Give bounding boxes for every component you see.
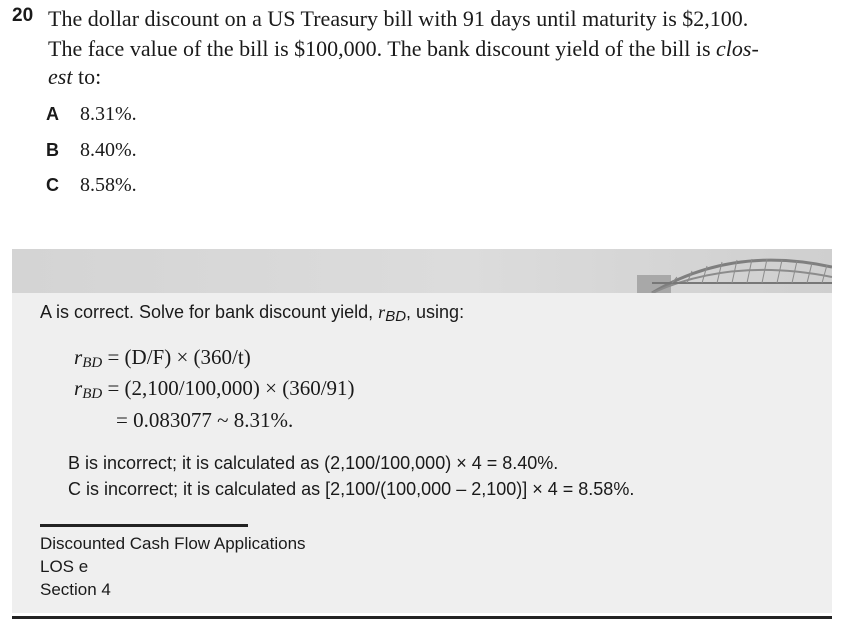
question-block: [0, 0, 842, 240]
question-line-2-italic: clos-: [716, 36, 759, 61]
equation-2-var: r: [74, 376, 83, 400]
option-b-text: 8.40%.: [80, 139, 137, 161]
option-b-letter: B: [46, 140, 59, 160]
question-line-3-italic: est: [48, 64, 73, 89]
option-a[interactable]: [46, 102, 137, 126]
option-b[interactable]: [46, 138, 137, 162]
bridge-illustration: [12, 249, 832, 293]
option-c[interactable]: [46, 173, 137, 197]
option-a-letter: A: [46, 104, 59, 124]
equation-3: = 0.083077 ~ 8.31%.: [116, 408, 294, 432]
equation-2-sub: BD: [82, 386, 103, 402]
question-line-2: [48, 36, 759, 62]
equation-1: [74, 345, 251, 372]
answer-intro-var: r: [378, 302, 386, 322]
equation-1-rhs: = (D/F) × (360/t): [102, 345, 251, 369]
question-number: 20: [12, 5, 34, 26]
explanation-b: B is incorrect; it is calculated as (2,100/100,000) × 4 = 8.40%.: [68, 453, 559, 473]
option-a-text: 8.31%.: [80, 103, 137, 125]
reference-divider: [40, 524, 248, 527]
equation-1-var: r: [74, 345, 83, 369]
explanation-c: C is incorrect; it is calculated as [2,100/(100,000 – 2,100)] × 4 = 8.58%.: [68, 479, 635, 499]
reference-los: LOS e: [40, 557, 89, 576]
answer-intro-sub: BD: [385, 308, 407, 325]
equation-1-sub: BD: [82, 355, 103, 371]
equation-2: [74, 376, 355, 403]
answer-header-banner: [12, 249, 832, 293]
question-line-1: The dollar discount on a US Treasury bill with 91 days until maturity is $2,100.: [48, 6, 749, 31]
reference-topic: Discounted Cash Flow Applications: [40, 534, 306, 553]
reference-section: Section 4: [40, 580, 111, 599]
question-line-2-text: The face value of the bill is $100,000. The bank discount yield of the bill is: [48, 36, 711, 61]
question-line-3: [48, 64, 101, 90]
option-c-letter: C: [46, 175, 59, 195]
answer-intro: [40, 302, 464, 325]
bottom-rule: [12, 616, 832, 619]
equation-2-rhs: = (2,100/100,000) × (360/91): [102, 376, 355, 400]
answer-intro-tail: , using:: [406, 302, 465, 322]
question-line-3-text: to:: [77, 64, 102, 89]
option-c-text: 8.58%.: [80, 174, 137, 196]
answer-intro-text: A is correct. Solve for bank discount yield,: [40, 302, 379, 322]
